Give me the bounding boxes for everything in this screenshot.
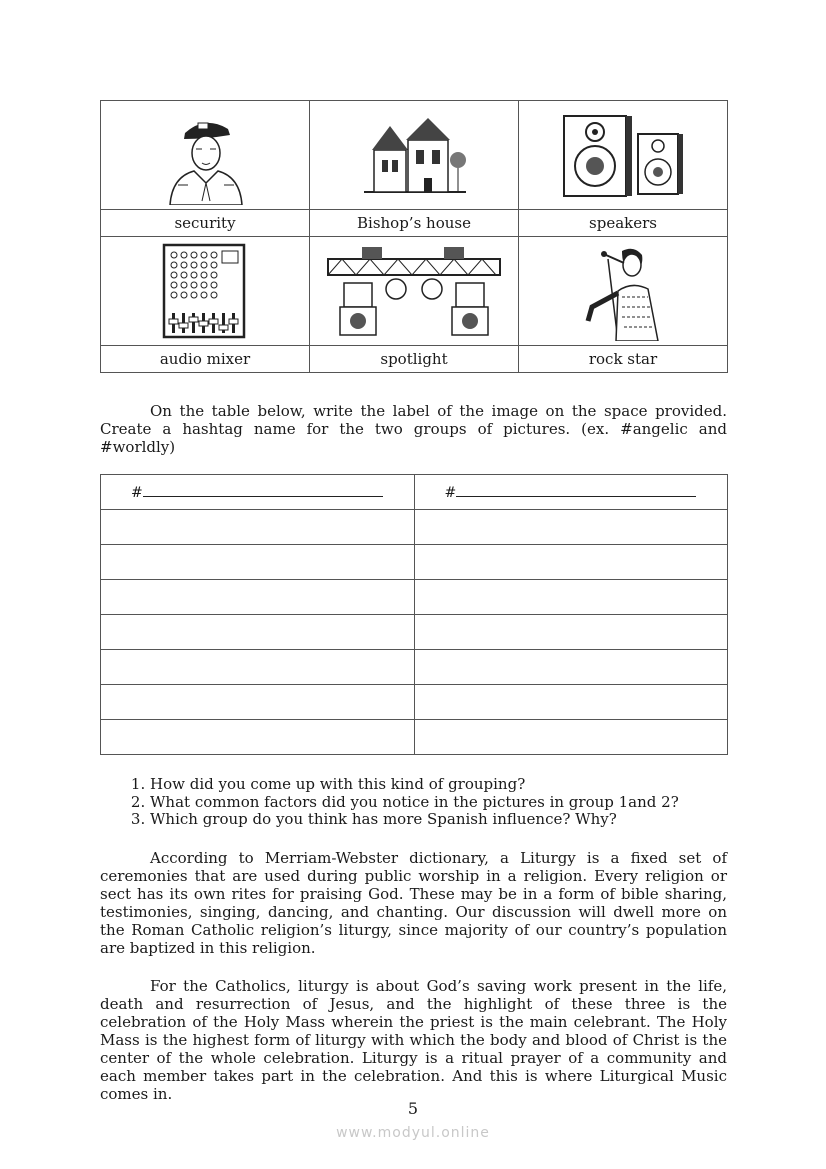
picture-label: security: [101, 210, 310, 237]
table-row: [101, 720, 728, 755]
picture-label: audio mixer: [101, 346, 310, 373]
picture-label: Bishop’s house: [310, 210, 519, 237]
picture-cell: [519, 101, 728, 210]
picture-label: rock star: [519, 346, 728, 373]
picture-label: speakers: [519, 210, 728, 237]
hashtag-blank[interactable]: [143, 484, 383, 497]
bishops-house-icon: [354, 110, 474, 200]
picture-label: spotlight: [310, 346, 519, 373]
answer-cell[interactable]: [414, 545, 728, 580]
table-row: [101, 685, 728, 720]
security-guard-icon: [150, 105, 260, 205]
answer-cell[interactable]: [414, 510, 728, 545]
paragraph: According to Merriam-Webster dictionary, a Liturgy is a fixed set of ceremonies that are used during public worship in a religion. Every religion or sect has its own rites for praising God. These may be in a form of bible sharing, testimonies, singing, dancing, and chanting. Our discussion will dwell more on the Roman Catholic religion’s liturgy, since majority of our country’s population are baptized in this religion.: [100, 848, 727, 957]
table-row: [101, 615, 728, 650]
table-row: [101, 650, 728, 685]
table-row: [101, 510, 728, 545]
picture-grid: [100, 100, 728, 373]
table-row: [101, 580, 728, 615]
answer-cell[interactable]: [101, 720, 415, 755]
hashtag-prefix: #: [131, 484, 143, 501]
answer-cell[interactable]: [101, 580, 415, 615]
picture-cell: [101, 237, 310, 346]
hashtag-table: [100, 474, 728, 755]
question-list: [100, 776, 727, 829]
page-number: 5: [407, 1099, 419, 1118]
answer-cell[interactable]: [414, 650, 728, 685]
answer-cell[interactable]: [101, 685, 415, 720]
picture-cell: [310, 101, 519, 210]
picture-cell: [519, 237, 728, 346]
picture-cell: [310, 237, 519, 346]
hashtag-field-group-1[interactable]: [101, 475, 415, 510]
hashtag-field-group-2[interactable]: [414, 475, 728, 510]
list-item: 2. What common factors did you notice in the pictures in group 1and 2?: [150, 794, 727, 812]
answer-cell[interactable]: [101, 615, 415, 650]
list-item: 1. How did you come up with this kind of grouping?: [150, 776, 727, 794]
instruction-text: On the table below, write the label of the image on the space provided. Create a hashtag name for the two groups of pictures. (ex. #angelic and #worldly): [100, 402, 727, 456]
table-row: [101, 545, 728, 580]
rock-star-icon: [578, 241, 668, 341]
answer-cell[interactable]: [414, 615, 728, 650]
hashtag-blank[interactable]: [456, 484, 696, 497]
answer-cell[interactable]: [414, 685, 728, 720]
answer-cell[interactable]: [414, 720, 728, 755]
worksheet-page: [100, 100, 727, 1103]
answer-cell[interactable]: [414, 580, 728, 615]
list-item: 3. Which group do you think has more Spanish influence? Why?: [150, 811, 727, 829]
hashtag-prefix: #: [444, 484, 457, 501]
paragraph: For the Catholics, liturgy is about God’s saving work present in the life, death and resurrection of Jesus, and the highlight of these three is the celebration of the Holy Mass wherein the priest is the main celebrant. The Holy Mass is the highest form of liturgy with which the body and blood of Christ is the center of the whole celebration. Liturgy is a ritual prayer of a community and each member takes part in the celebration. And this is where Liturgical Music comes in.: [100, 976, 727, 1103]
audio-mixer-icon: [160, 241, 250, 341]
spotlight-icon: [324, 243, 504, 339]
answer-cell[interactable]: [101, 650, 415, 685]
watermark: www.modyul.online: [336, 1125, 490, 1141]
speakers-icon: [558, 110, 688, 200]
answer-cell[interactable]: [101, 510, 415, 545]
answer-cell[interactable]: [101, 545, 415, 580]
picture-cell: [101, 101, 310, 210]
